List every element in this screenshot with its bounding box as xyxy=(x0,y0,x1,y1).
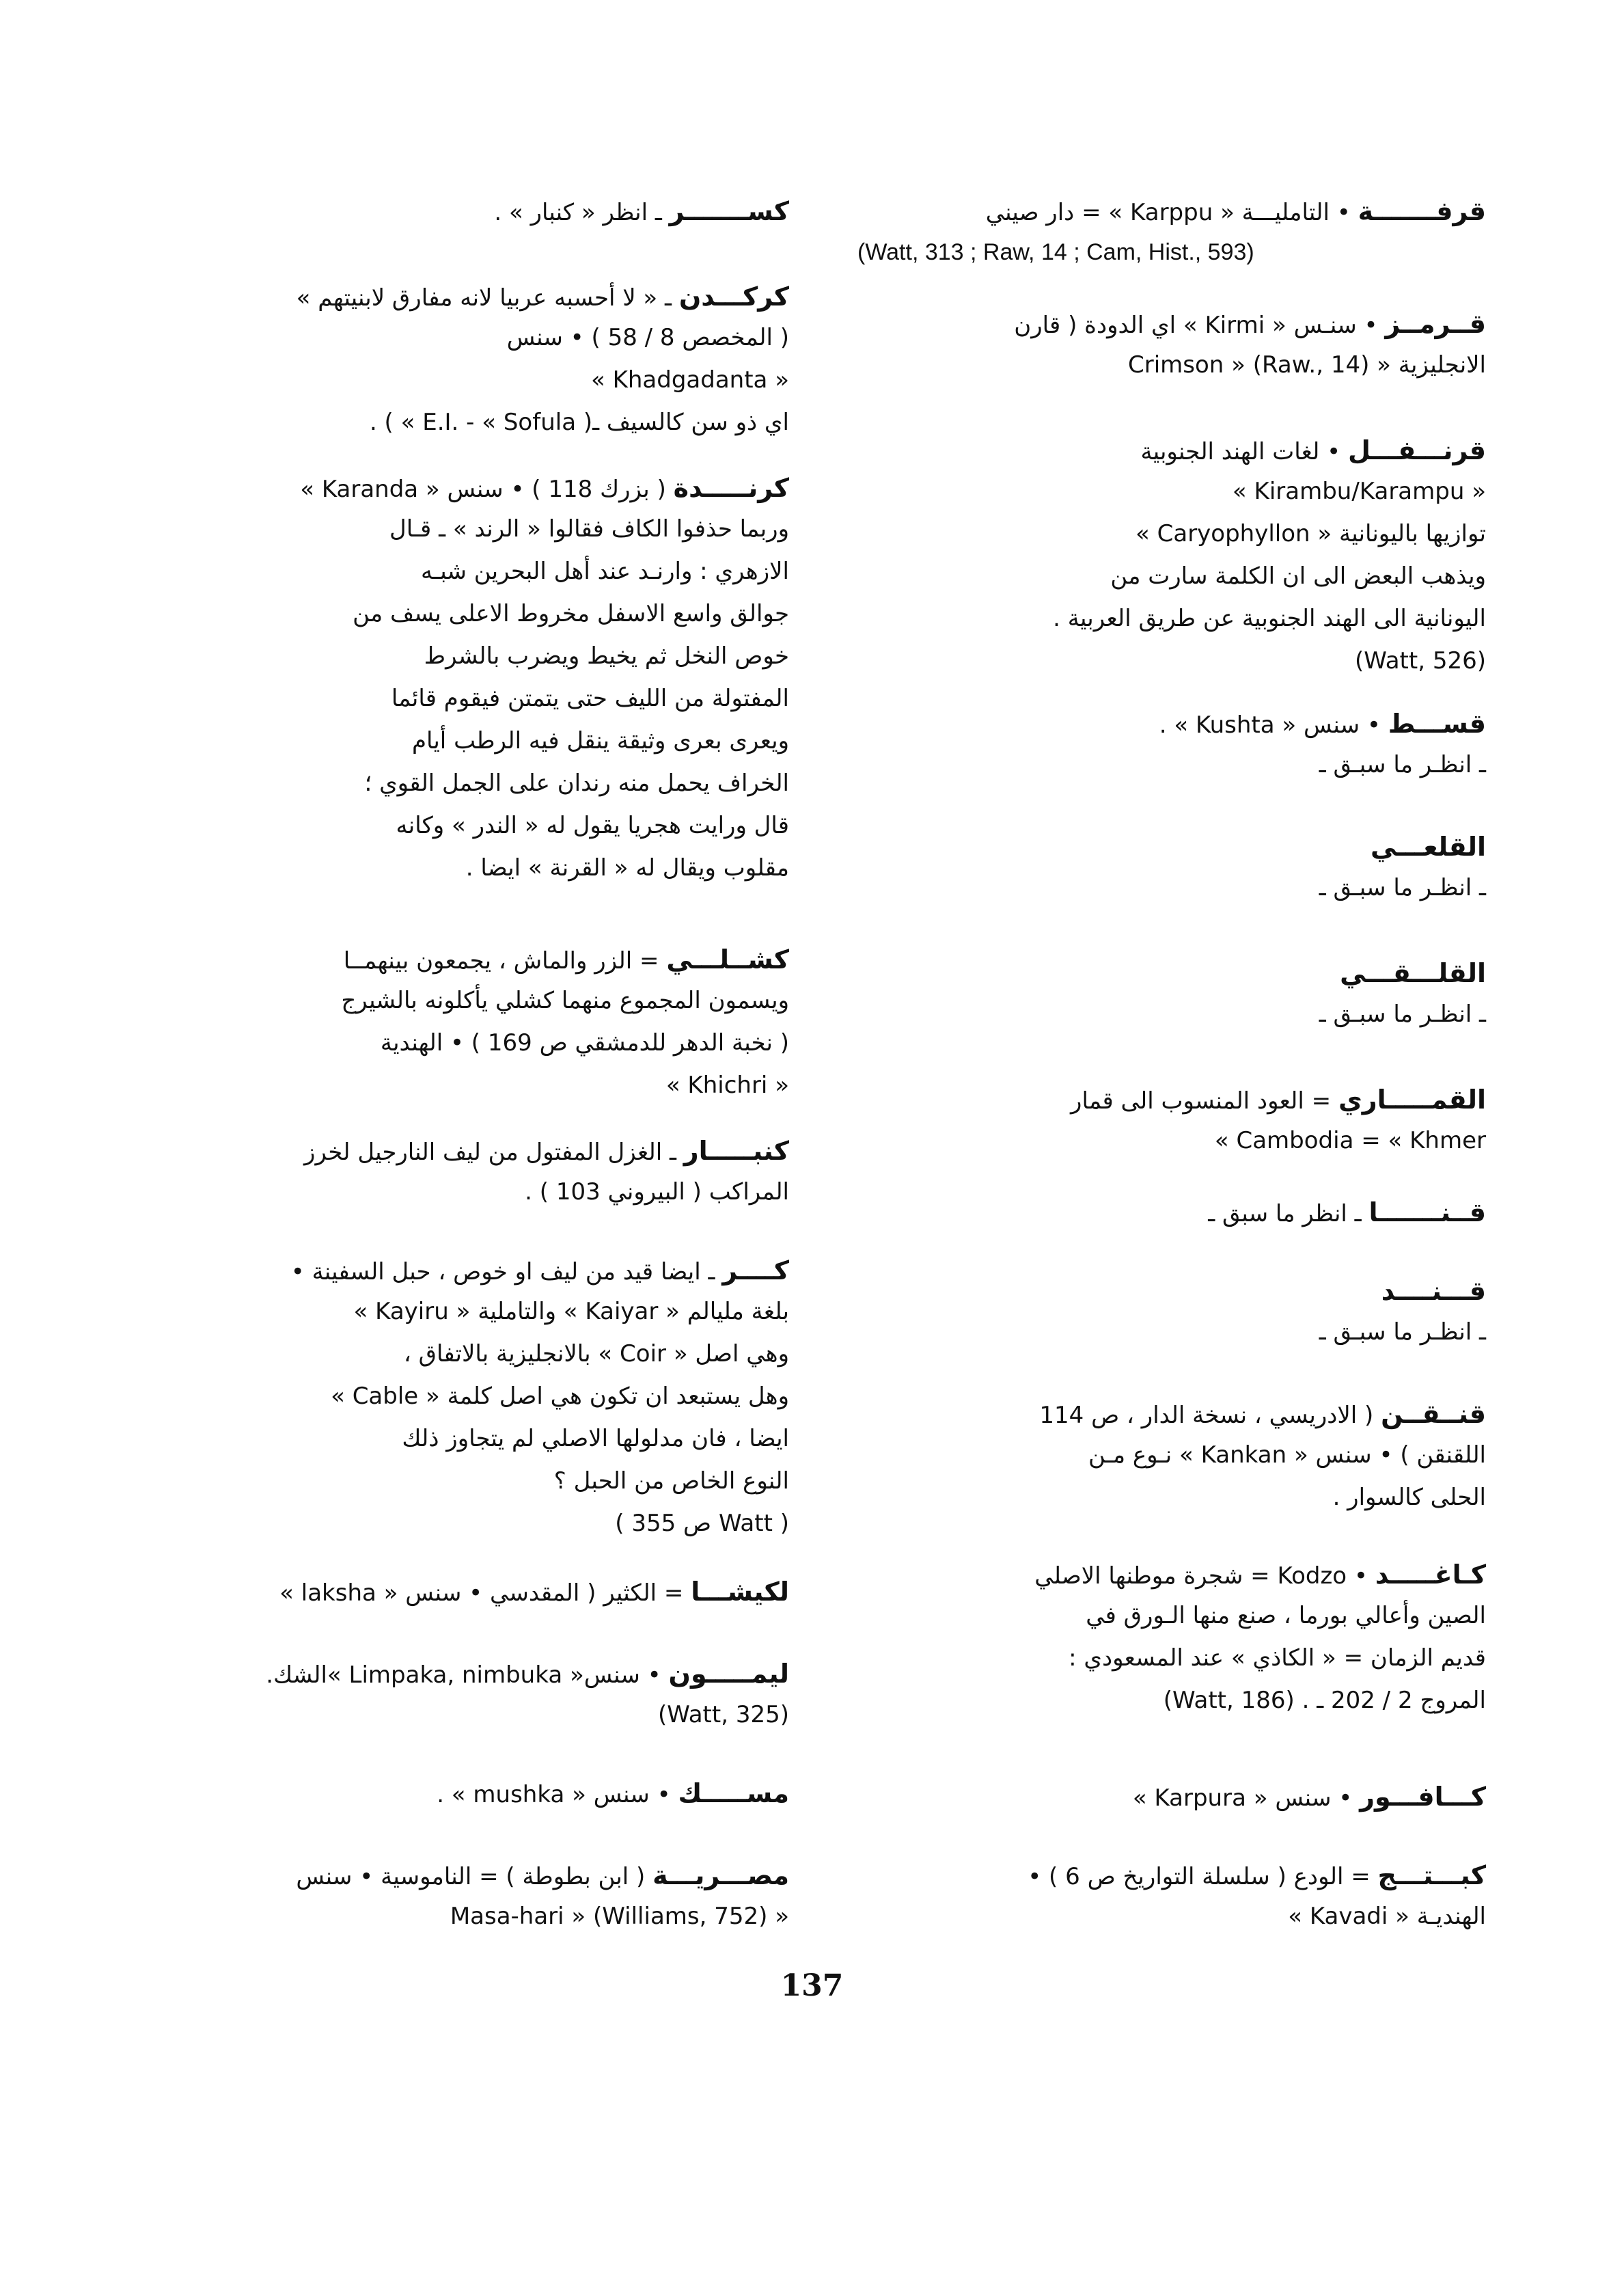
entry-line xyxy=(147,1862,789,1888)
entry-line xyxy=(147,1255,789,1286)
entry-text: (Watt, 313 ; Raw, 14 ; Cam, Hist., 593) xyxy=(857,239,1254,265)
entry-text: ـ انظـر ما سبـق ـ xyxy=(1319,874,1486,901)
entry-line xyxy=(147,1300,789,1323)
entry-line xyxy=(147,1905,789,1928)
entry-text: = الودع ( سلسلة التواريخ ص 6 ) • xyxy=(1028,1863,1378,1890)
entry-line xyxy=(147,1703,789,1726)
entry-headword: قرنـــفـــل xyxy=(1348,435,1486,465)
entry-text: • سنـس « Kirmi » اي الدودة ( قارن xyxy=(1014,312,1386,339)
entry-line xyxy=(147,411,789,434)
entry-headword: كبـــتـــج xyxy=(1377,1860,1486,1890)
entry-line xyxy=(147,1427,789,1450)
entry-text: ( المخصص 8 / 58 ) • سنس xyxy=(506,324,789,351)
entry-text: • سنس « Karpura » xyxy=(1132,1784,1360,1812)
entry-headword: كنبـــــار xyxy=(683,1136,789,1166)
entry-headword: كركـــدن xyxy=(678,282,789,312)
entry-line xyxy=(147,814,789,837)
entry-headword: قــرمــز xyxy=(1385,309,1486,339)
entry-line xyxy=(857,1087,1486,1113)
entry-text: النوع الخاص من الحبل ؟ xyxy=(553,1467,789,1495)
entry-line xyxy=(147,602,789,625)
entry-line xyxy=(857,960,1486,986)
entry-text: Cambodia = « Khmer » xyxy=(1214,1127,1486,1154)
entry-line xyxy=(147,1469,789,1493)
entry-text: وربما حذفوا الكاف فقالوا « الرند » ـ قـال xyxy=(389,515,789,543)
entry-text: ( الادريسي ، نسخة الدار ، ص 114 xyxy=(1039,1402,1381,1429)
entry-line xyxy=(857,607,1486,630)
entry-headword: قــنـــــــا xyxy=(1368,1197,1486,1227)
entry-line xyxy=(147,856,789,880)
entry-text: قديم الزمان = « الكاذي » عند المسعودي : xyxy=(1069,1644,1486,1672)
entry-headword: قنــقــن xyxy=(1381,1399,1486,1429)
entry-text: خوص النخل ثم يخيط ويضرب بالشرط xyxy=(424,642,789,670)
entry-text: • التامليـــة « Karppu » = دار صيني xyxy=(985,199,1358,226)
entry-line xyxy=(147,944,789,975)
entry-headword: قـــنــــد xyxy=(1381,1276,1486,1306)
entry-line xyxy=(857,753,1486,776)
entry-line xyxy=(147,560,789,583)
entry-line xyxy=(857,834,1486,860)
entry-line xyxy=(857,241,1486,264)
entry-line xyxy=(857,1562,1486,1588)
entry-line xyxy=(857,1784,1486,1810)
entry-headword: كرنـــــدة xyxy=(673,473,789,503)
entry-text: ـ انظر ما سبق ـ xyxy=(1208,1200,1369,1227)
entry-text: توازيها باليونانية « Caryophyllon » xyxy=(1136,520,1486,547)
entry-line xyxy=(147,517,789,541)
entry-text: = الكثير ( المقدسي • سنس « laksha » xyxy=(279,1579,691,1607)
entry-line xyxy=(147,729,789,752)
entry-text: ( ابن بطوطة ) = الناموسية • سنس xyxy=(296,1863,653,1890)
entry-text: ويسمون المجموع منهما كشلي يأكلونه بالشيرج xyxy=(341,987,789,1014)
entry-line xyxy=(147,1661,789,1687)
entry-headword: كـــافـــور xyxy=(1360,1782,1486,1812)
entry-headword: قســـط xyxy=(1388,709,1486,739)
entry-text: الانجليزية « Crimson » (Raw., 14) xyxy=(1127,351,1486,379)
entry-text: ـ انظر « كنبار » . xyxy=(494,199,670,226)
entry-line xyxy=(857,1862,1486,1888)
entry-text: ـ الغزل المفتول من ليف النارجيل لخرز xyxy=(304,1139,684,1166)
entry-line xyxy=(857,1199,1486,1225)
entry-text: ـ « لا أحسبه عربيا لانه مفارق لابنيتهم » xyxy=(296,284,679,312)
left-column xyxy=(147,0,789,2284)
entry-line xyxy=(857,562,1486,590)
entry-line xyxy=(147,772,789,795)
entry-line xyxy=(857,480,1486,503)
entry-line xyxy=(147,198,789,224)
entry-headword: لكيشـــا xyxy=(691,1577,789,1607)
entry-text: اليونانية الى الهند الجنوبية عن طريق العربية . xyxy=(1053,605,1486,632)
entry-text: « Masa-hari » (Williams, 752) xyxy=(450,1903,789,1930)
entry-line xyxy=(147,284,789,310)
entry-text: اللقنقن ) • سنس « Kankan » نـوع مـن xyxy=(1088,1441,1486,1469)
entry-line xyxy=(857,876,1486,899)
entry-text: ( Watt ص 355 ) xyxy=(615,1510,789,1537)
entry-headword: القلـــقـــي xyxy=(1340,958,1486,988)
entry-line xyxy=(857,1905,1486,1928)
entry-line xyxy=(857,1278,1486,1304)
entry-line xyxy=(857,1443,1486,1467)
entry-line xyxy=(857,711,1486,737)
entry-line xyxy=(147,1074,789,1097)
entry-text: ويعرى بعرى وثيقة ينقل فيه الرطب أيام xyxy=(411,727,789,754)
entry-text: ( بزرك 118 ) • سنس « Karanda » xyxy=(300,476,674,503)
entry-text: المفتولة من الليف حتى يتمتن فيقوم قائما xyxy=(391,685,789,712)
entry-text: • سنس« Limpaka, nimbuka »الشك. xyxy=(266,1661,669,1689)
entry-line xyxy=(857,1646,1486,1670)
entry-line xyxy=(147,989,789,1012)
entry-text: = الزر والماش ، يجمعون بينهمــا xyxy=(343,947,667,975)
entry-line xyxy=(857,311,1486,337)
entry-text: الهنديـة « Kavadi » xyxy=(1288,1903,1486,1930)
entry-text: الخراف يحمل منه رندان على الجمل القوي ؛ xyxy=(364,770,789,797)
entry-line xyxy=(857,353,1486,377)
entry-line xyxy=(147,1138,789,1164)
entry-headword: ليمـــــون xyxy=(668,1659,789,1689)
entry-text: • سنس « Kushta » . xyxy=(1159,711,1388,739)
entry-line xyxy=(857,1320,1486,1344)
entry-line xyxy=(857,1486,1486,1509)
entry-text: وهل يستبعد ان تكون هي اصل كلمة « Cable » xyxy=(331,1383,789,1410)
entry-text: ـ انظـر ما سبـق ـ xyxy=(1319,1318,1486,1346)
entry-headword: كـاغـــــد xyxy=(1375,1560,1486,1590)
entry-headword: القمـــــاري xyxy=(1338,1085,1486,1115)
entry-headword: مصـــريـــة xyxy=(652,1860,789,1890)
entry-text: • Kodzo = شجرة موطنها الاصلي xyxy=(1034,1562,1375,1590)
entry-line xyxy=(857,198,1486,224)
entry-line xyxy=(147,1340,789,1368)
entry-text: ـ انظـر ما سبـق ـ xyxy=(1319,751,1486,778)
entry-line xyxy=(147,1031,789,1055)
entry-text: « Kirambu/Karampu » xyxy=(1232,478,1486,505)
entry-text: ايضا ، فان مدلولها الاصلي لم يتجاوز ذلك xyxy=(402,1425,789,1452)
entry-line xyxy=(857,1604,1486,1627)
entry-text: ( نخبة الدهر للدمشقي ص 169 ) • الهندية xyxy=(380,1029,789,1057)
entry-headword: كشــلـــي xyxy=(666,944,789,975)
entry-line xyxy=(147,1512,789,1535)
page-number: 137 xyxy=(780,1968,844,2003)
entry-text: « Khichri » xyxy=(665,1072,789,1099)
entry-line xyxy=(857,437,1486,463)
entry-text: = العود المنسوب الى قمار xyxy=(1071,1087,1338,1115)
entry-line xyxy=(857,1689,1486,1712)
entry-text: « Khadgadanta » xyxy=(590,366,789,394)
entry-line xyxy=(147,368,789,392)
entry-text: مقلوب ويقال له « القرنة » ايضا . xyxy=(465,854,789,882)
entry-line xyxy=(857,1401,1486,1427)
entry-text: المروج 2 / 202 ـ . (Watt, 186) xyxy=(1163,1687,1486,1714)
entry-line xyxy=(857,1003,1486,1026)
entry-text: ويذهب البعض الى ان الكلمة سارت من xyxy=(1110,562,1486,590)
entry-line xyxy=(147,1385,789,1408)
entry-headword: القلعـــي xyxy=(1370,832,1486,862)
entry-text: ـ ايضا قيد من ليف او خوص ، حبل السفينة • xyxy=(290,1258,723,1286)
entry-line xyxy=(147,644,789,668)
entry-text: (Watt, 526) xyxy=(1355,647,1486,675)
entry-line xyxy=(857,1129,1486,1152)
entry-line xyxy=(147,475,789,501)
entry-line xyxy=(147,326,789,349)
entry-text: • سنس « mushka » . xyxy=(437,1781,678,1808)
entry-text: اي ذو سن كالسيف ـ( E.I. - « Sofula » ) . xyxy=(369,409,789,436)
entry-headword: قرفـــــــة xyxy=(1358,196,1486,226)
entry-text: • لغات الهند الجنوبية xyxy=(1140,438,1348,465)
entry-text: جوالق واسع الاسفل مخروط الاعلى يسف من xyxy=(353,600,789,627)
entry-text: الازهري : وارنـد عند أهل البحرين شبـه xyxy=(421,558,789,585)
entry-text: الحلى كالسوار . xyxy=(1332,1484,1486,1511)
entry-headword: كســـــــر xyxy=(669,196,789,226)
entry-text: (Watt, 325) xyxy=(658,1701,789,1728)
entry-line xyxy=(147,1780,789,1806)
entry-line xyxy=(147,1579,789,1605)
entry-text: بلغة مليالم « Kaiyar » والتاملية « Kayiru » xyxy=(353,1298,789,1325)
entry-headword: مســـــك xyxy=(678,1778,789,1808)
entry-line xyxy=(857,647,1486,675)
entry-text: قال ورايت هجريا يقول له « الندر » وكانه xyxy=(396,812,789,839)
entry-line xyxy=(147,1180,789,1204)
entry-text: ـ انظـر ما سبـق ـ xyxy=(1319,1001,1486,1028)
entry-text: المراكب ( البيروني 103 ) . xyxy=(525,1178,789,1206)
entry-headword: كــــر xyxy=(722,1255,789,1286)
entry-line xyxy=(147,687,789,710)
entry-text: وهي اصل « Coir » بالانجليزية بالاتفاق ، xyxy=(403,1340,789,1368)
right-column xyxy=(857,0,1486,2284)
entry-text: الصين وأعالي بورما ، صنع منها الـورق في xyxy=(1086,1602,1486,1629)
entry-line xyxy=(857,522,1486,545)
